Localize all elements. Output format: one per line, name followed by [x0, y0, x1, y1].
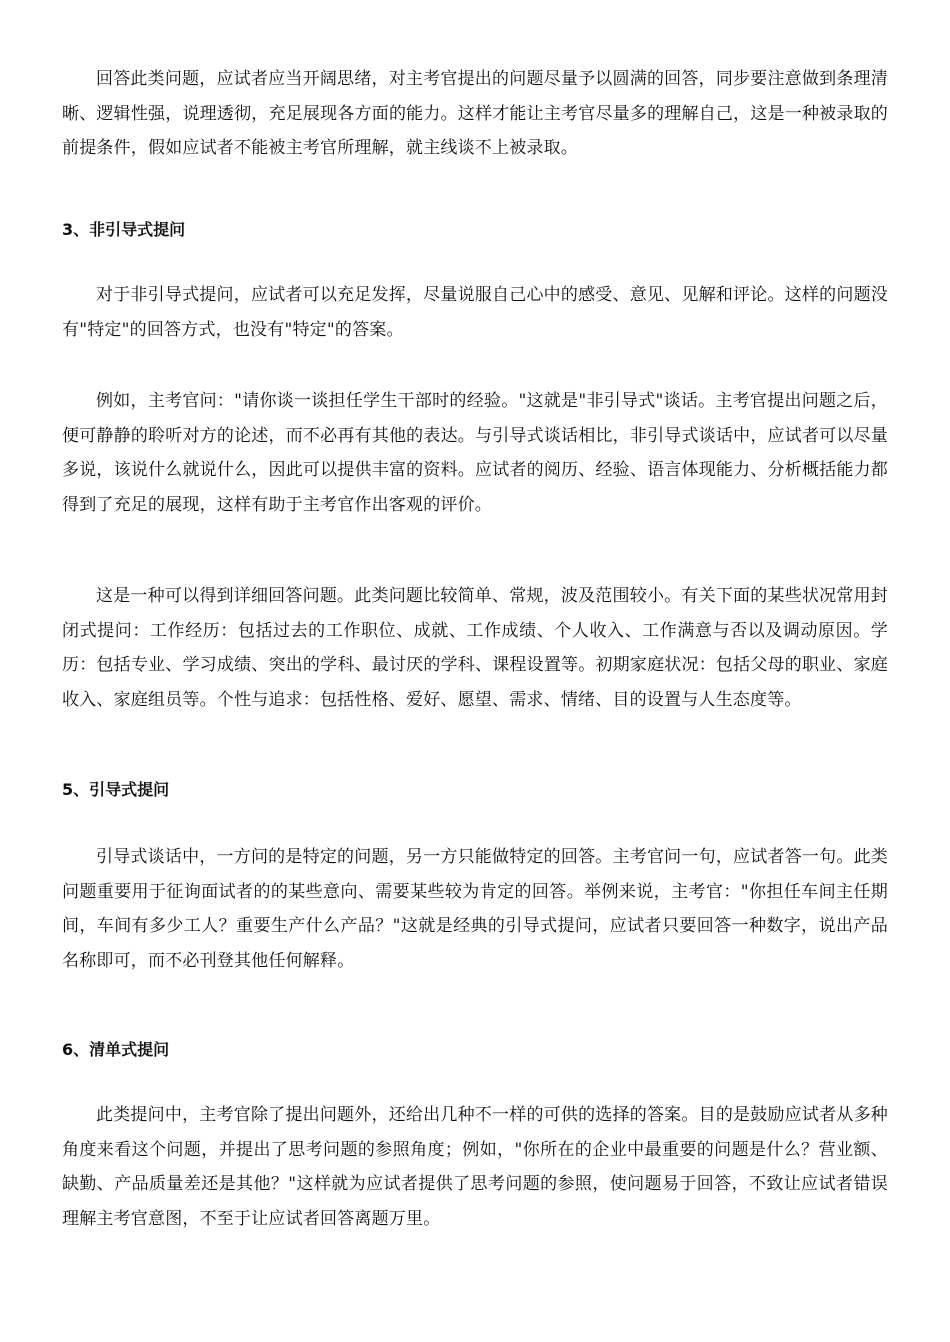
paragraph-leading-questions: 引导式谈话中，一方问的是特定的问题，另一方只能做特定的回答。主考官问一句，应试者答一句。此类问题重要用于征询面试者的的某些意向、需要某些较为肯定的回答。举例来说，主考官："你担任车间主任期间，车间有多少工人？重要生产什么产品？"这就是经典的引导式提问，应试者只要回答一种数字，说出产品名称即可，而不必刊登其他任何解释。 [62, 847, 888, 971]
paragraph-non-leading-example: 例如，主考官问："请你谈一谈担任学生干部时的经验。"这就是"非引导式"谈话。主考官提出问题之后，便可静静的聆听对方的论述，而不必再有其他的表达。与引导式谈话相比，非引导式谈话中，应试者可以尽量多说，该说什么就说什么，因此可以提供丰富的资料。应试者的阅历、经验、语言体现能力、分析概括能力都得到了充足的展现，这样有助于主考官作出客观的评价。 [62, 391, 888, 515]
heading-leading-questions: 5、引导式提问 [62, 780, 170, 799]
paragraph-answer-guidance: 回答此类问题，应试者应当开阔思绪，对主考官提出的问题尽量予以圆满的回答，同步要注意做到条理清晰、逻辑性强，说理透彻，充足展现各方面的能力。这样才能让主考官尽量多的理解自己，这是一种被录取的前提条件，假如应试者不能被主考官所理解，就主线谈不上被录取。 [62, 69, 888, 158]
paragraph-closed-questions: 这是一种可以得到详细回答问题。此类问题比较简单、常规，波及范围较小。有关下面的某些状况常用封闭式提问：工作经历：包括过去的工作职位、成就、工作成绩、个人收入、工作满意与否以及调动原因。学历：包括专业、学习成绩、突出的学科、最讨厌的学科、课程设置等。初期家庭状况：包括父母的职业、家庭收入、家庭组员等。个性与追求：包括性格、爱好、愿望、需求、情绪、目的设置与人生态度等。 [62, 586, 888, 710]
heading-list-questions: 6、清单式提问 [62, 1040, 170, 1059]
heading-non-leading-questions: 3、非引导式提问 [62, 220, 186, 239]
paragraph-non-leading-intro: 对于非引导式提问，应试者可以充足发挥，尽量说服自己心中的感受、意见、见解和评论。这样的问题没有"特定"的回答方式，也没有"特定"的答案。 [62, 285, 888, 340]
paragraph-list-questions: 此类提问中，主考官除了提出问题外，还给出几种不一样的可供的选择的答案。目的是鼓励应试者从多种角度来看这个问题，并提出了思考问题的参照角度；例如，"你所在的企业中最重要的问题是什么？营业额、缺勤、产品质量差还是其他？"这样就为应试者提供了思考问题的参照，使问题易于回答，不致让应试者错误理解主考官意图，不至于让应试者回答离题万里。 [62, 1105, 888, 1229]
